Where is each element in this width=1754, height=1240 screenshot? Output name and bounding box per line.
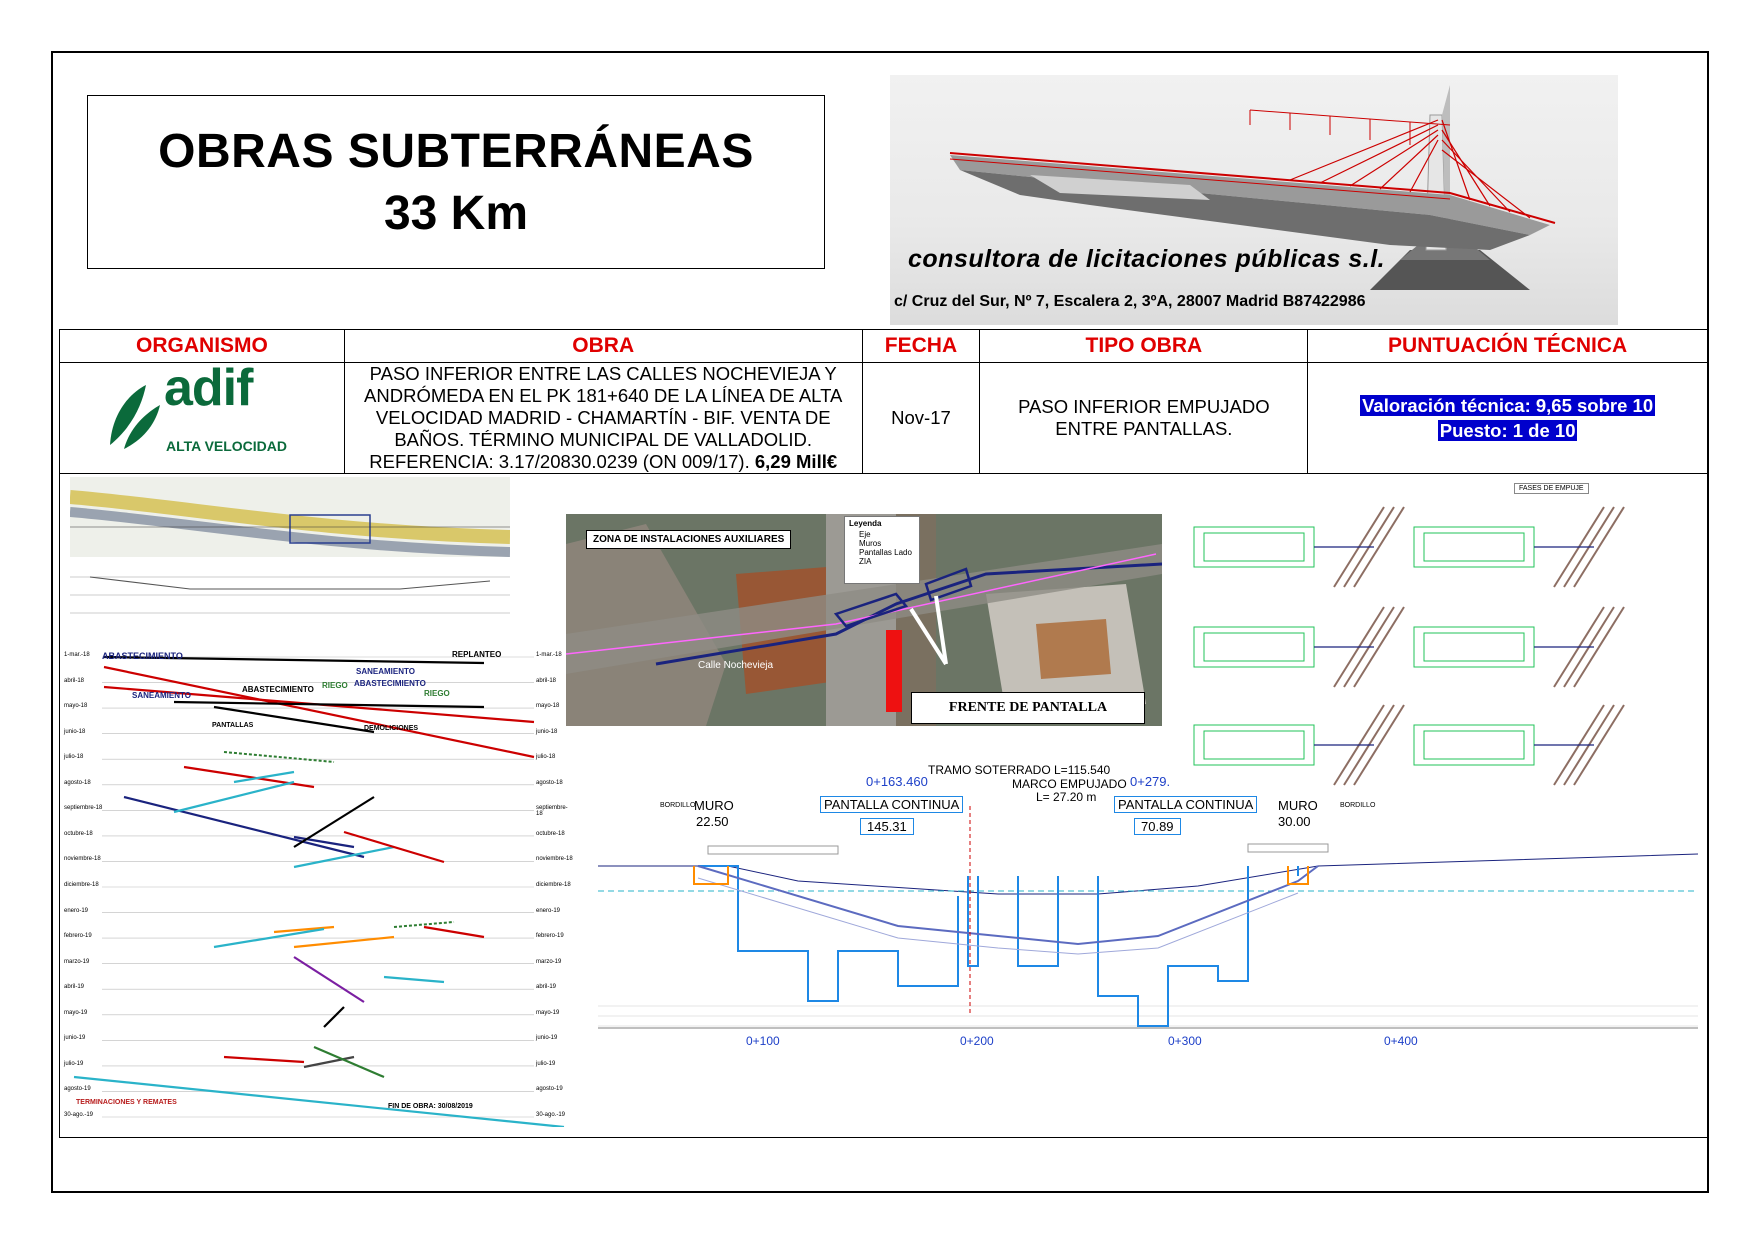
profile-pantalla-left: PANTALLA CONTINUA xyxy=(820,796,963,813)
profile-pantalla-right-length: 70.89 xyxy=(1134,818,1181,835)
phases-title: FASES DE EMPUJE xyxy=(1514,483,1589,494)
schedule-label-replanteo: REPLANTEO xyxy=(452,650,502,659)
cell-puntuacion xyxy=(1308,363,1708,474)
schedule-month-label-right: abril-18 xyxy=(536,677,557,684)
schedule-label-abastecimiento-2: ABASTECIMIENTO xyxy=(242,685,314,694)
brand-address: c/ Cruz del Sur, Nº 7, Escalera 2, 3ºA, 28007 Madrid B87422986 xyxy=(894,293,1366,310)
schedule-label-saneamiento: SANEAMIENTO xyxy=(132,691,191,700)
page-title: OBRAS SUBTERRÁNEAS xyxy=(158,125,754,178)
brand-slogan: consultora de licitaciones públicas s.l. xyxy=(908,245,1386,273)
schedule-month-label-right: abril-19 xyxy=(536,984,557,991)
schedule-month-label: julio-19 xyxy=(64,1060,84,1067)
legend-item-pantallas: Pantallas Lado xyxy=(859,548,912,557)
profile-axis-100: 0+100 xyxy=(746,1034,780,1048)
legend-item-zia: ZIA xyxy=(859,557,872,566)
profile-marco-label: MARCO EMPUJADO xyxy=(1012,777,1127,791)
page-subtitle: 33 Km xyxy=(383,187,529,240)
map-street-label: Calle Nochevieja xyxy=(698,660,774,671)
profile-bordillo-right: BORDILLO xyxy=(1340,802,1376,809)
profile-tramo-label: TRAMO SOTERRADO L=115.540 xyxy=(928,763,1111,777)
schedule-month-label: marzo-19 xyxy=(64,958,90,965)
schedule-month-label: junio-18 xyxy=(64,728,86,735)
aerial-map xyxy=(566,514,1162,726)
schedule-month-label-right: noviembre-18 xyxy=(536,856,573,863)
cell-organismo xyxy=(60,359,345,474)
schedule-month-label-right: julio-19 xyxy=(536,1060,556,1067)
valoracion-badge: Valoración técnica: 9,65 sobre 10 xyxy=(1362,395,1654,416)
schedule-month-label: agosto-18 xyxy=(64,779,91,786)
schedule-month-label: febrero-19 xyxy=(64,933,92,940)
header-obra: OBRA xyxy=(344,330,862,363)
header-puntuacion: PUNTUACIÓN TÉCNICA xyxy=(1308,330,1708,363)
schedule-label-abastecimiento-3: ABASTECIMIENTO xyxy=(354,679,426,688)
profile-marco-length: L= 27.20 m xyxy=(1036,790,1097,804)
schedule-month-label: agosto-19 xyxy=(64,1086,91,1093)
brand-banner xyxy=(890,75,1618,325)
table-header-row xyxy=(60,330,1708,363)
schedule-chart xyxy=(64,647,574,1127)
profile-bordillo-left: BORDILLO xyxy=(660,802,696,809)
schedule-month-label-right: octubre-18 xyxy=(536,830,565,837)
profile-axis-400: 0+400 xyxy=(1384,1034,1418,1048)
schedule-month-label: noviembre-18 xyxy=(64,856,101,863)
schedule-month-label-right: diciembre-18 xyxy=(536,882,571,888)
cell-obra xyxy=(344,363,862,474)
schedule-label-demoliciones: DEMOLICIONES xyxy=(364,725,419,732)
profile-axis-300: 0+300 xyxy=(1168,1034,1202,1048)
schedule-month-label: septiembre-18 xyxy=(64,805,103,812)
bridge-illustration xyxy=(890,75,1618,325)
table-row xyxy=(60,363,1708,474)
header-organismo: ORGANISMO xyxy=(60,330,345,363)
schedule-label-pantallas: PANTALLAS xyxy=(212,722,254,729)
schedule-month-label: julio-18 xyxy=(64,754,84,761)
adif-logo-text: adif xyxy=(163,359,253,417)
map-front-label: FRENTE DE PANTALLA xyxy=(911,692,1145,724)
schedule-month-label: diciembre-18 xyxy=(64,882,99,888)
schedule-month-label: 30-ago.-19 xyxy=(64,1112,94,1118)
schedule-month-label: mayo-19 xyxy=(64,1009,88,1016)
adif-logo-subtext: ALTA VELOCIDAD xyxy=(165,438,288,454)
schedule-month-label-right: agosto-19 xyxy=(536,1086,563,1093)
schedule-footer-left: TERMINACIONES Y REMATES xyxy=(76,1099,177,1106)
schedule-month-label-right: agosto-18 xyxy=(536,779,563,786)
schedule-label-abastecimiento: ABASTECIMIENTO xyxy=(102,651,183,661)
profile-pk-start: 0+163.460 xyxy=(866,774,928,789)
legend-title: Leyenda xyxy=(849,519,882,528)
map-legend xyxy=(844,516,920,584)
schedule-month-label-right: 1-mar.-18 xyxy=(536,652,562,658)
adif-logo xyxy=(102,359,302,454)
legend-item-eje: Eje xyxy=(859,530,871,539)
tipo-obra-text: PASO INFERIOR EMPUJADO ENTRE PANTALLAS. xyxy=(1018,396,1270,439)
profile-axis-200: 0+200 xyxy=(960,1034,994,1048)
schedule-month-label: abril-19 xyxy=(64,984,85,991)
schedule-month-label-right: julio-18 xyxy=(536,754,556,761)
schedule-month-label-right: marzo-19 xyxy=(536,958,562,965)
profile-muro-right-length: 30.00 xyxy=(1278,814,1311,829)
schedule-month-label: mayo-18 xyxy=(64,703,88,710)
schedule-month-label-right: junio-19 xyxy=(536,1035,558,1042)
schedule-footer-right: FIN DE OBRA: 30/08/2019 xyxy=(388,1103,473,1110)
profile-pk-end: 0+279. xyxy=(1130,774,1171,789)
map-zone-label: ZONA DE INSTALACIONES AUXILIARES xyxy=(586,530,791,549)
profile-muro-left: MURO xyxy=(694,798,734,813)
plan-drawing xyxy=(70,477,510,637)
adif-leaf-icon xyxy=(102,383,162,453)
info-table xyxy=(59,329,1708,474)
profile-muro-left-length: 22.50 xyxy=(696,814,729,829)
puesto-badge: Puesto: 1 de 10 xyxy=(1439,420,1576,441)
phases-panel xyxy=(1184,477,1702,795)
schedule-month-label: enero-19 xyxy=(64,907,89,914)
schedule-month-label: abril-18 xyxy=(64,677,85,684)
schedule-label-riego-2: RIEGO xyxy=(424,689,450,698)
profile-pantalla-right: PANTALLA CONTINUA xyxy=(1114,796,1257,813)
title-box xyxy=(87,95,825,269)
header-fecha: FECHA xyxy=(862,330,980,363)
schedule-month-label-right: mayo-18 xyxy=(536,703,560,710)
schedule-month-label-right: junio-18 xyxy=(536,728,558,735)
schedule-month-label-right: febrero-19 xyxy=(536,933,564,940)
profile-pantalla-left-length: 145.31 xyxy=(860,818,914,835)
cell-tipo-obra xyxy=(980,363,1308,474)
obra-description: PASO INFERIOR ENTRE LAS CALLES NOCHEVIEJA Y ANDRÓMEDA EN EL PK 181+640 DE LA LÍNEA DE ALTA VELOCIDAD MADRID - CHAMARTÍN - BIF. VENTA DE BAÑOS. TÉRMINO MUNICIPAL DE VALLADOLID. REFERENCIA: 3.17/20830.0239 (ON 009/17). xyxy=(364,363,843,472)
schedule-label-saneamiento-2: SANEAMIENTO xyxy=(356,667,415,676)
profile-muro-right: MURO xyxy=(1278,798,1318,813)
obra-amount: 6,29 Mill€ xyxy=(754,451,838,472)
schedule-month-label: junio-19 xyxy=(64,1035,86,1042)
legend-item-muros: Muros xyxy=(859,539,882,548)
schedule-month-label-right: mayo-19 xyxy=(536,1009,560,1016)
schedule-month-label-right: septiembre-18 xyxy=(536,805,568,818)
schedule-month-label: 1-mar.-18 xyxy=(64,652,90,658)
schedule-month-label-right: 30-ago.-19 xyxy=(536,1112,566,1118)
header-tipo-obra: TIPO OBRA xyxy=(980,330,1308,363)
schedule-month-label: octubre-18 xyxy=(64,830,93,837)
cell-fecha: Nov-17 xyxy=(862,363,980,474)
drawings-section xyxy=(59,471,1708,1138)
schedule-month-label-right: enero-19 xyxy=(536,907,561,914)
longitudinal-profile xyxy=(598,763,1698,1126)
schedule-label-riego: RIEGO xyxy=(322,681,348,690)
